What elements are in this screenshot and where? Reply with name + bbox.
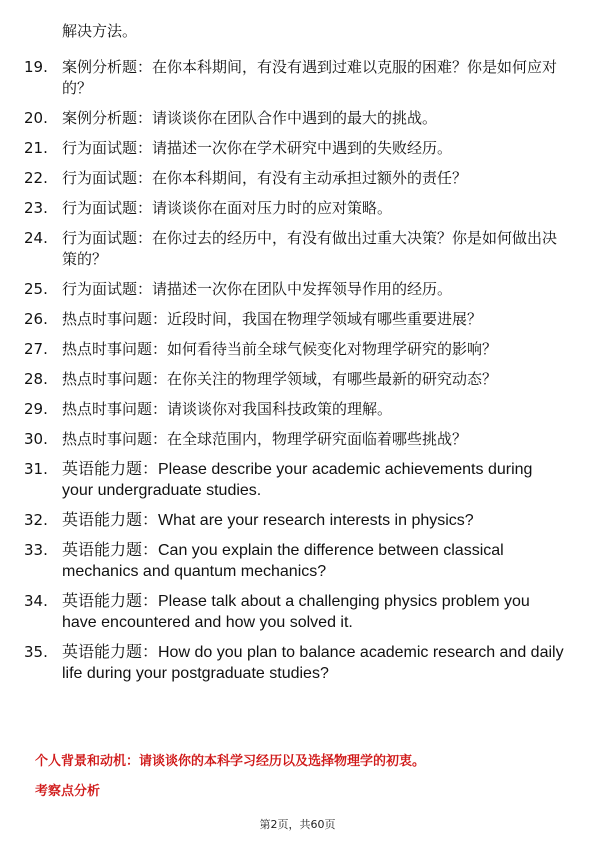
question-text: 行为面试题：在你本科期间，有没有主动承担过额外的责任？: [62, 169, 468, 187]
analysis-subheading: 考察点分析: [35, 784, 101, 799]
question-text: 案例分析题：在你本科期间，有没有遇到过难以克服的困难？你是如何应对的？: [62, 58, 558, 97]
question-number: 30.: [24, 430, 48, 448]
question-text: 行为面试题：请描述一次你在学术研究中遇到的失败经历。: [62, 139, 453, 157]
question-number: 19.: [24, 58, 48, 76]
question-item: [24, 279, 564, 300]
question-number: 27.: [24, 340, 48, 358]
question-item: [24, 540, 564, 582]
question-text: 英语能力题：How do you plan to balance academic research and daily life during your postgraduate studies?: [62, 644, 564, 682]
question-item: [24, 198, 564, 219]
question-item: [24, 108, 564, 129]
question-list: [24, 57, 564, 693]
page-footer: 第2页，共60页: [259, 818, 336, 831]
question-text: 热点时事问题：请谈谈你对我国科技政策的理解。: [62, 400, 393, 418]
question-item: [24, 57, 564, 99]
question-text: 英语能力题：Please describe your academic achievements during your undergraduate studies.: [62, 461, 533, 499]
question-number: 25.: [24, 280, 48, 298]
question-number: 24.: [24, 229, 48, 247]
question-number: 33.: [24, 541, 48, 559]
question-number: 34.: [24, 592, 48, 610]
question-item: [24, 369, 564, 390]
section-heading: 个人背景和动机：请谈谈你的本科学习经历以及选择物理学的初衷。: [35, 754, 426, 769]
question-item: [24, 168, 564, 189]
question-item: [24, 510, 564, 531]
question-text: 行为面试题：请描述一次你在团队中发挥领导作用的经历。: [62, 280, 453, 298]
question-number: 20.: [24, 109, 48, 127]
question-number: 22.: [24, 169, 48, 187]
question-item: [24, 459, 564, 501]
question-number: 26.: [24, 310, 48, 328]
continued-text: 解决方法。: [62, 22, 138, 40]
question-number: 32.: [24, 511, 48, 529]
question-number: 21.: [24, 139, 48, 157]
question-item: [24, 339, 564, 360]
question-number: 23.: [24, 199, 48, 217]
question-number: 29.: [24, 400, 48, 418]
question-item: [24, 138, 564, 159]
question-item: [24, 309, 564, 330]
question-text: 案例分析题：请谈谈你在团队合作中遇到的最大的挑战。: [62, 109, 438, 127]
question-text: 英语能力题：What are your research interests in physics?: [62, 512, 474, 529]
question-text: 热点时事问题：如何看待当前全球气候变化对物理学研究的影响？: [62, 340, 498, 358]
question-number: 35.: [24, 643, 48, 661]
question-text: 行为面试题：请谈谈你在面对压力时的应对策略。: [62, 199, 393, 217]
question-text: 热点时事问题：近段时间，我国在物理学领域有哪些重要进展？: [62, 310, 483, 328]
question-text: 热点时事问题：在全球范围内，物理学研究面临着哪些挑战？: [62, 430, 468, 448]
question-item: [24, 228, 564, 270]
question-item: [24, 399, 564, 420]
question-text: 英语能力题：Can you explain the difference between classical mechanics and quantum mechanics?: [62, 542, 504, 580]
question-item: [24, 591, 564, 633]
question-number: 28.: [24, 370, 48, 388]
question-text: 热点时事问题：在你关注的物理学领域，有哪些最新的研究动态？: [62, 370, 498, 388]
question-item: [24, 642, 564, 684]
question-text: 行为面试题：在你过去的经历中，有没有做出过重大决策？你是如何做出决策的？: [62, 229, 558, 268]
question-text: 英语能力题：Please talk about a challenging physics problem you have encountered and how you solved it.: [62, 593, 530, 631]
question-number: 31.: [24, 460, 48, 478]
question-item: [24, 429, 564, 450]
